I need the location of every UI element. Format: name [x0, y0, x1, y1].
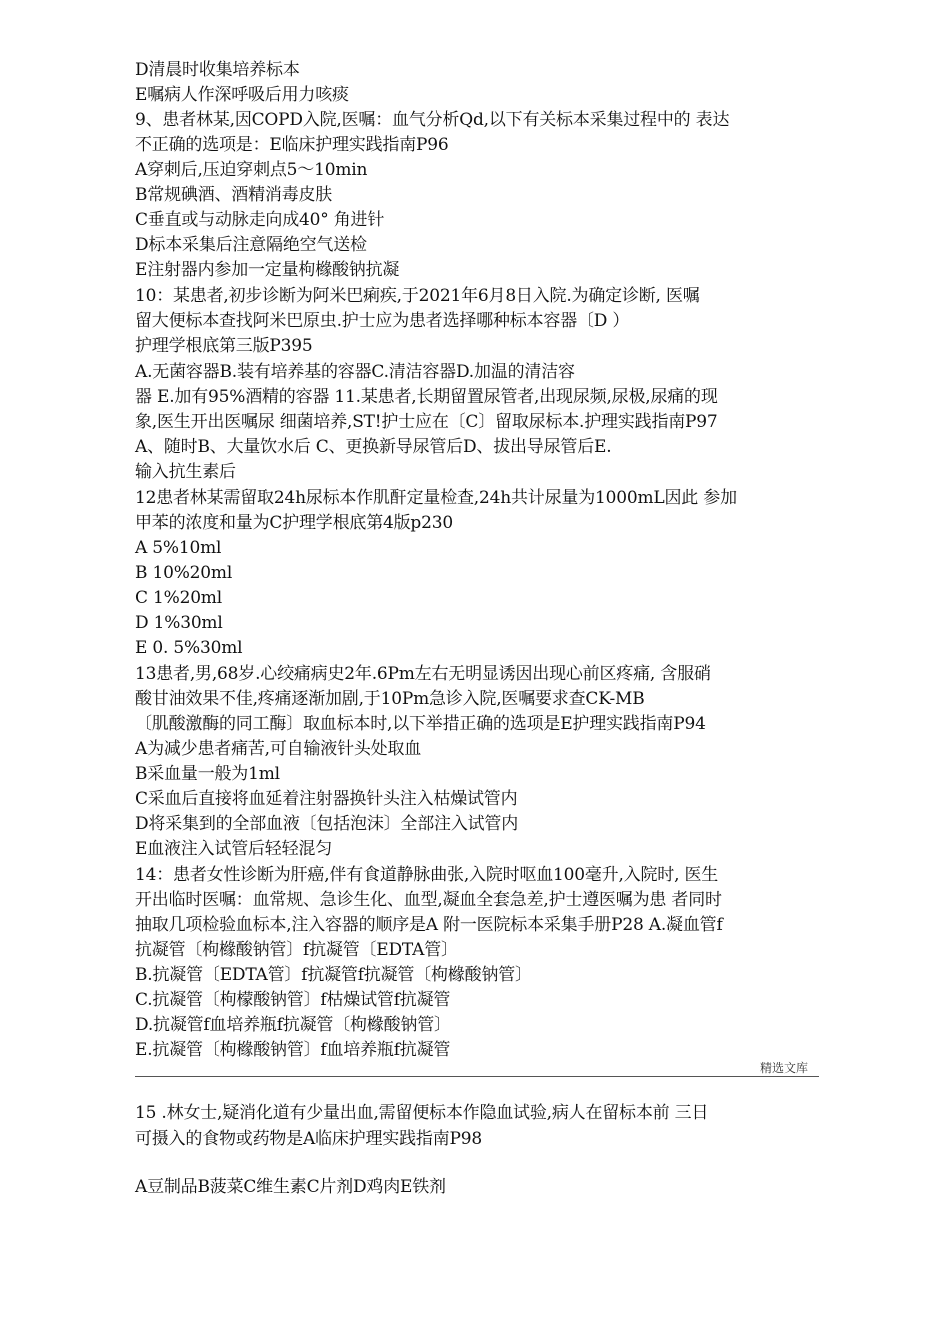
text-line: E血液注入试管后轻轻混匀: [135, 839, 333, 859]
text-line: A、随时B、大量饮水后 C、更换新导尿管后D、拔出导尿管后E.: [135, 437, 612, 457]
text-line: E嘱病人作深呼吸后用力咳痰: [135, 85, 349, 105]
text-line: 象,医生开出医嘱尿 细菌培养,ST!护士应在〔C〕留取尿标本.护理实践指南P97: [135, 412, 718, 432]
text-line: C垂直或与动脉走向成40° 角进针: [135, 210, 385, 230]
text-line: A为减少患者痛苦,可自输液针头处取血: [135, 739, 422, 759]
text-line: 留大便标本查找阿米巴原虫.护士应为患者选择哪种标本容器〔D ）: [135, 311, 630, 331]
text-line: E.抗凝管〔枸橼酸钠管〕f血培养瓶f抗凝管: [135, 1040, 451, 1060]
text-line: E 0. 5%30ml: [135, 638, 243, 658]
text-line: 抗凝管〔枸橼酸钠管〕f抗凝管〔EDTA管〕: [135, 940, 458, 960]
text-line: 15 .林女士,疑消化道有少量出血,需留便标本作隐血试验,病人在留标本前 三日: [135, 1103, 709, 1123]
text-line: 可摄入的食物或药物是A临床护理实践指南P98: [135, 1129, 482, 1149]
text-line: 10：某患者,初步诊断为阿米巴痢疾,于2021年6月8日入院.为确定诊断, 医嘱: [135, 286, 700, 306]
footer-divider: [135, 1076, 819, 1077]
footer-label: 精选文库: [760, 1061, 809, 1075]
text-line: 护理学根底第三版P395: [135, 336, 313, 356]
text-line: C 1%20ml: [135, 588, 222, 608]
text-line: B.抗凝管〔EDTA管〕f抗凝管f抗凝管〔枸橼酸钠管〕: [135, 965, 532, 985]
text-line: 器 E.加有95%酒精的容器 11.某患者,长期留置尿管者,出现尿频,尿极,尿痛的现: [135, 387, 718, 407]
text-line: 14：患者女性诊断为肝癌,伴有食道静脉曲张,入院时呕血100毫升,入院时, 医生: [135, 865, 719, 885]
text-line: D清晨时收集培养标本: [135, 60, 300, 80]
text-line: D 1%30ml: [135, 613, 223, 633]
text-line: D将采集到的全部血液〔包括泡沫〕全部注入试管内: [135, 814, 519, 834]
text-line: 13患者,男,68岁.心绞痛病史2年.6Pm左右无明显诱因出现心前区疼痛, 含服硝: [135, 664, 711, 684]
text-line: 〔肌酸激酶的同工酶〕取血标本时,以下举措正确的选项是E护理实践指南P94: [135, 714, 706, 734]
text-line: B常规碘酒、酒精消毒皮肤: [135, 185, 333, 205]
text-line: 开出临时医嘱：血常规、急诊生化、血型,凝血全套急差,护士遵医嘱为患 者同时: [135, 890, 722, 910]
text-line: D标本采集后注意隔绝空气送检: [135, 235, 367, 255]
text-line: D.抗凝管f血培养瓶f抗凝管〔枸橼酸钠管〕: [135, 1015, 451, 1035]
text-line: 酸甘油效果不佳,疼痛逐渐加剧,于10Pm急诊入院,医嘱要求查CK-MB: [135, 689, 645, 709]
text-line: B 10%20ml: [135, 563, 233, 583]
text-line: 12患者林某需留取24h尿标本作肌酐定量检查,24h共计尿量为1000mL因此 参加: [135, 488, 737, 508]
text-line: 抽取几项检验血标本,注入容器的顺序是A 附一医院标本采集手册P28 A.凝血管f: [135, 915, 723, 935]
text-line: C.抗凝管〔枸檬酸钠管〕f枯燥试管f抗凝管: [135, 990, 451, 1010]
text-line: 9、患者林某,因COPD入院,医嘱：血气分析Qd,以下有关标本采集过程中的 表达: [135, 110, 730, 130]
text-line: A 5%10ml: [135, 538, 222, 558]
text-line: E注射器内参加一定量枸橼酸钠抗凝: [135, 260, 400, 280]
text-line: 不正确的选项是：E临床护理实践指南P96: [135, 135, 449, 155]
text-line: 输入抗生素后: [135, 462, 236, 482]
text-line: A豆制品B菠菜C维生素C片剂D鸡肉E铁剂: [135, 1177, 446, 1197]
text-line: 甲苯的浓度和量为C护理学根底第4版p230: [135, 513, 453, 533]
text-line: C采血后直接将血延着注射器换针头注入枯燥试管内: [135, 789, 518, 809]
text-line: A.无菌容器B.装有培养基的容器C.清洁容器D.加温的清洁容: [135, 362, 575, 382]
text-line: B采血量一般为1ml: [135, 764, 280, 784]
text-line: A穿刺后,压迫穿刺点5〜10min: [135, 160, 368, 180]
